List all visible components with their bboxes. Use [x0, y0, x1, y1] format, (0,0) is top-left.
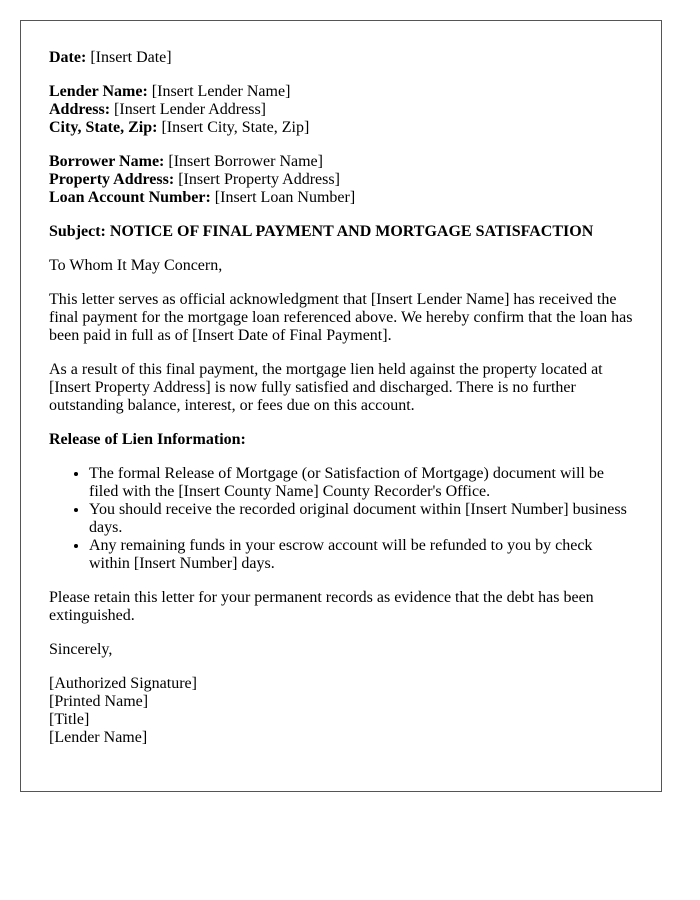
subject-line: Subject: NOTICE OF FINAL PAYMENT AND MORTGAGE SATISFACTION	[49, 223, 594, 240]
body-paragraph: As a result of this final payment, the mortgage lien held against the property located at [Insert Property Address] is now fully satisfied and discharged. There is no further outstanding balance, interest, or fees due on this account.	[49, 361, 603, 414]
list-item: • The formal Release of Mortgage (or Satisfaction of Mortgage) document will be filed with the [Insert County Name] County Recorder's Office.	[89, 465, 633, 501]
date-line: Date: [Insert Date]	[49, 49, 172, 66]
closing: Sincerely,	[49, 641, 113, 658]
closing-paragraph: Please retain this letter for your permanent records as evidence that the debt has been extinguished.	[49, 589, 594, 624]
signature-block: [Authorized Signature] [Printed Name] [Title] [Lender Name]	[49, 675, 197, 746]
lender-block: Lender Name: [Insert Lender Name] Address: [Insert Lender Address] City, State, Zip: [Insert City, State, Zip]	[49, 83, 310, 136]
release-heading: Release of Lien Information:	[49, 431, 246, 448]
list-item: • Any remaining funds in your escrow account will be refunded to you by check within [Insert Number] days.	[89, 537, 633, 573]
letter	[20, 20, 662, 792]
body-paragraph: This letter serves as official acknowledgment that [Insert Lender Name] has received the final payment for the mortgage loan referenced above. We hereby confirm that the loan has been paid in full as of [Insert Date of Final Payment].	[49, 291, 633, 344]
list-item: • You should receive the recorded original document within [Insert Number] business days.	[89, 501, 633, 537]
borrower-block: Borrower Name: [Insert Borrower Name] Property Address: [Insert Property Address] Loan Account Number: [Insert Loan Number]	[49, 153, 356, 206]
salutation: To Whom It May Concern,	[49, 257, 223, 274]
release-list	[49, 465, 633, 573]
